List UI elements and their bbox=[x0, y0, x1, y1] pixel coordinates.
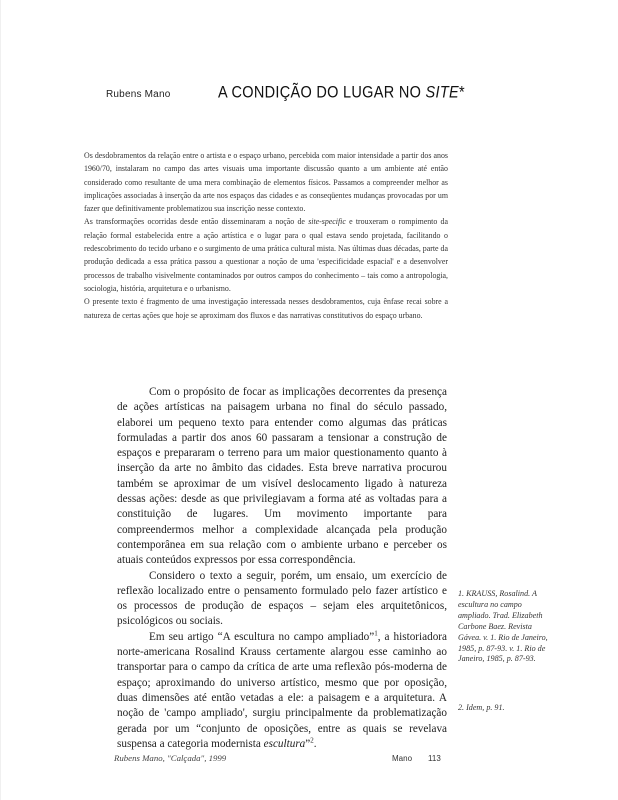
title-main: A CONDIÇÃO DO LUGAR NO bbox=[218, 84, 426, 102]
abstract-paragraph-3: O presente texto é fragmento de uma investigação interessada nesses desdobramentos, cuja ênfase recai sobre a natureza de certas ações que hoje se aproximam dos fluxos e das narrativas constitutivos do espaço urbano. bbox=[84, 297, 448, 320]
title-italic: SITE bbox=[425, 84, 459, 102]
abstract-paragraph-2 bbox=[84, 215, 448, 295]
page-number: 113 bbox=[428, 754, 441, 763]
image-caption: Rubens Mano, "Calçada", 1999 bbox=[114, 753, 227, 763]
abstract bbox=[84, 149, 448, 322]
body-text bbox=[117, 385, 447, 752]
body-p3-text-b: , a historiadora norte-americana Rosalind Krauss certamente alargou esse caminho ao transportar para o campo da crítica de arte uma reflexão pós-moderna de espaço; aproximando do universo artístico, mesmo que por oposição, duas dimensões até então vetadas a ele: a paisagem e a arquitetura. A noção de 'campo ampliado', surgiu principalmente da problematização gerada por um “conjunto de oposições, entre as quais se revelava suspensa a categoria modernista bbox=[117, 630, 447, 750]
abstract-p2-text-b: e trouxeram o rompimento da relação formal estabelecida entre a ação artística e o lugar para o qual estava sendo projetada, facilitando o redescobrimento do tecido urbano e o surgimento de uma prática cultural mista. Nas últimas duas décadas, parte da produção dedicada a essa prática passou a questionar a noção de uma 'especificidade espacial' e a desenvolver processos de trabalho visivelmente contaminados por outros campos do conhecimento – tais como a antropologia, sociologia, história, arquitetura e o urbanismo. bbox=[84, 217, 448, 293]
body-paragraph-1: Com o propósito de focar as implicações decorrentes da presença de ações artísticas na paisagem urbana no final do século passado, elaborei um pequeno texto para entender como algumas das práticas formuladas a partir dos anos 60 passaram a tensionar a construção de espaços e prepararam o terreno para um maior questionamento quanto à inserção da arte no âmbito das cidades. Esta breve narrativa procurou também se aproximar de um visível deslocamento ligado à natureza dessas ações: desde as que privilegiavam a forma até as voltadas para a constituição de lugares. Um movimento importante para compreendermos melhor a complexidade alcançada pela produção contemporânea em sua relação com o ambiente urbano e perceber os atuais conteúdos expressos por essa correspondência. bbox=[117, 386, 447, 567]
abstract-p2-text-a: As transformações ocorridas desde então disseminaram a noção de bbox=[84, 217, 309, 227]
abstract-paragraph-1: Os desdobramentos da relação entre o artista e o espaço urbano, percebida com maior intensidade a partir dos anos 1960/70, instalaram no campo das artes visuais uma importante discussão quanto a um ambiente até então considerado como resultante de uma mera combinação de elementos físicos. Passamos a compreender melhor as implicações associadas à inserção da arte nos espaços das cidades e as conseqüentes mudanças provocadas por um fazer que definitivamente problematizou sua inscrição nesse contexto. bbox=[84, 151, 448, 214]
body-paragraph-2: Considero o texto a seguir, porém, um ensaio, um exercício de reflexão localizado entre o pensamento formulado pelo fazer artístico e os processos de produção de espaços – sejam eles arquitetônicos, psicológicos ou sociais. bbox=[117, 569, 447, 628]
running-footer bbox=[392, 754, 441, 763]
footnote-ref-2: 2 bbox=[310, 736, 314, 745]
body-p3-text-d: . bbox=[313, 737, 317, 750]
abstract-p2-emphasis: site-specific bbox=[308, 217, 346, 227]
footnote-1: 1. KRAUSS, Rosalind. A escultura no campo ampliado. Trad. Elizabeth Carbone Baez. Revista Gávea. v. 1. Rio de Janeiro, 1985, p. 87-93. v. 1. Rio de Janeiro, 1985, p. 87-93. bbox=[458, 589, 548, 664]
author-name: Rubens Mano bbox=[106, 89, 171, 100]
article-title bbox=[218, 84, 465, 102]
body-p3-text-a: Em seu artigo “A escultura no campo ampliado” bbox=[149, 630, 375, 643]
footer-author: Mano bbox=[392, 754, 413, 763]
title-mark: * bbox=[458, 84, 465, 102]
body-paragraph-3 bbox=[117, 630, 447, 752]
body-p3-text-c: ” bbox=[305, 737, 311, 750]
footnote-ref-1: 1 bbox=[374, 629, 378, 638]
body-p3-emphasis: escultura bbox=[263, 737, 306, 750]
footnote-2: 2. Idem, p. 91. bbox=[458, 703, 505, 712]
